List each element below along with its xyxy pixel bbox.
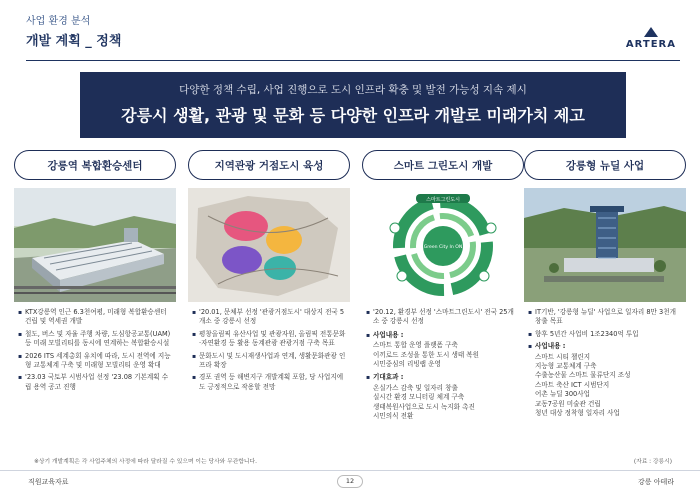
disclaimer-footnote: ※상기 개발계획은 각 사업주체의 사정에 따라 달라질 수 있으며 이는 당사와 무관합니다. [34, 459, 257, 465]
card-title: 강릉역 복합환승센터 [14, 150, 176, 180]
section-line: 교동7공원 미술관 건립 [535, 399, 601, 408]
footer-project-name: 강릉 아테라 [637, 478, 674, 486]
page-title: 개발 계획 _ 정책 [26, 34, 122, 49]
section-line: 어촌 뉴딜 300사업 [535, 390, 590, 399]
bullet: ▪ 향후 5년간 사업비 1조2340억 투입 [528, 330, 682, 339]
bullet: ▪ 문화도시 및 도시재생사업과 연계, 생활문화관광 인프라 확장 [192, 352, 346, 371]
section-line: 지능형 교통체계 구축 [535, 362, 597, 371]
card-title: 강릉형 뉴딜 사업 [524, 150, 686, 180]
bullet: ▪ 2026 ITS 세계총회 유치에 따라, 도시 전역에 지능형 교통체계 구축 및 미래형 모빌리티 운영 확대 [18, 352, 172, 371]
graphic-center-label: Green City In ON [423, 245, 463, 250]
summary-banner [80, 72, 626, 138]
banner-subline: 다양한 정책 수립, 사업 진행으로 도시 인프라 확충 및 발전 가능성 지속 제시 [179, 84, 527, 96]
bullet: ▪ 철도, 버스 및 자율 주행 차량, 도심항공교통(UAM) 등 미래 모빌리티를 동시에 연계하는 복합환승시설 [18, 330, 172, 349]
section-line: 이끼로드 조성을 통한 도시 생태 복원 [373, 350, 480, 359]
station-rendering-image [14, 188, 176, 302]
card-smart-green-city [362, 150, 524, 440]
bullet: ▪ '20.12, 환경부 선정 '스마트그린도시' 전국 25개소 중 강릉시 선정 [366, 308, 520, 327]
page-number: 12 [337, 475, 363, 488]
section-line: 시민의식 전환 [373, 412, 414, 421]
footer-divider [0, 470, 700, 471]
section-heading: ▪ 사업내용 : [366, 331, 520, 340]
header [26, 12, 121, 49]
source-note: (자료 : 강릉시) [633, 459, 672, 465]
bullet: ▪ '23.03 국토부 시범사업 선정 '23.08 기본계획 수립 용역 공고 진행 [18, 373, 172, 392]
section-line: 스마트 축산 ICT 시범단지 [535, 380, 610, 389]
banner-headline: 강릉시 생활, 관광 및 문화 등 다양한 인프라 개발로 미래가치 제고 [121, 106, 585, 125]
smart-green-city-graphic [362, 188, 524, 302]
project-cards [14, 150, 686, 440]
header-divider [26, 60, 680, 61]
section-line: 온실가스 감축 및 일자리 창출 [373, 383, 458, 392]
bullet: ▪ KTX강릉역 인근 6.3천여평, 미래형 복합환승센터 건립 및 역세권 개발 [18, 308, 172, 327]
section-line: 청년 대상 정착형 일자리 사업 [535, 409, 620, 418]
card-gangneung-new-deal [524, 150, 686, 440]
bullet: ▪ 평창올림픽 유산사업 및 관광자원, 올림픽 전통문화·자연환경 등 활용 동계관광 관광거점 구축 목표 [192, 330, 346, 349]
section-heading: ▪ 사업내용 : [528, 342, 682, 351]
section-line: 실시간 환경 모니터링 체계 구축 [373, 393, 465, 402]
tourism-zone-map-image [188, 188, 350, 302]
section-heading: ▪ 기대효과 : [366, 373, 520, 382]
bullet: ▪ '20.01, 문체부 선정 '관광거점도시' 대상지 전국 5개소 중 강릉시 선정 [192, 308, 346, 327]
section-line: 스마트 통합 운영 플랫폼 구축 [373, 341, 458, 350]
card-title: 지역관광 거점도시 육성 [188, 150, 350, 180]
logo-text: ARTERA [625, 39, 676, 50]
section-subtitle: 사업 환경 분석 [26, 16, 91, 27]
city-hall-photo [524, 188, 686, 302]
section-line: 수출농산물 스마트 물류단지 조성 [535, 371, 631, 380]
card-title: 스마트 그린도시 개발 [362, 150, 524, 180]
artera-logo [626, 27, 676, 50]
section-line: 시민중심의 리빙랩 운영 [373, 360, 441, 369]
bullet: ▪ IT기반, '강릉형 뉴딜' 사업으로 일자리 8만 3천개 창출 목표 [528, 308, 682, 327]
section-line: 스마트 시티 챌린지 [535, 352, 591, 361]
footer-doc-label: 직원교육자료 [28, 478, 69, 486]
card-tourism-hub [188, 150, 350, 440]
section-line: 생태복원사업으로 도시 녹지화 촉진 [373, 402, 475, 411]
bullet: ▪ 경포 권역 등 해변지구 개발계획 포함, 당 사업지에도 긍정적으로 작용할 전망 [192, 373, 346, 392]
logo-triangle-icon [644, 27, 658, 37]
card-gangneung-station [14, 150, 176, 440]
graphic-tag-label: 스마트그린도시 [426, 197, 460, 203]
